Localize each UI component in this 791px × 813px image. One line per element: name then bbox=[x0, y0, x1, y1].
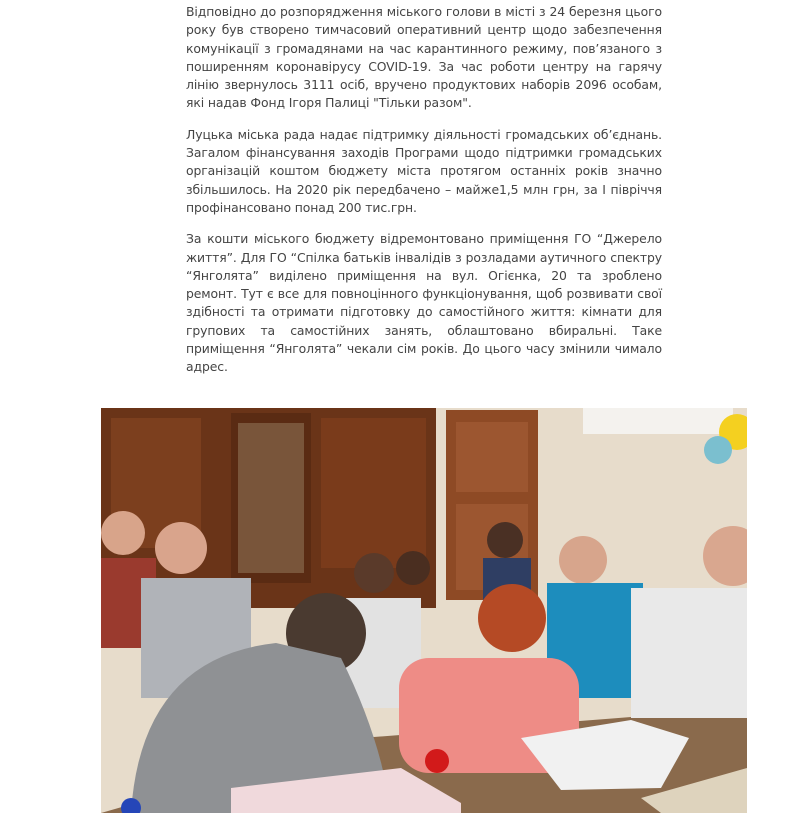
photo-balloon-blue bbox=[704, 436, 732, 464]
photo-red-yarn bbox=[425, 749, 449, 773]
photo-glass-cabinet bbox=[238, 423, 304, 573]
photo-window bbox=[583, 408, 733, 434]
photo-workshop-scene bbox=[101, 408, 747, 813]
paragraph-civic-support: Луцька міська рада надає підтримку діяльності громадських об’єднань. Загалом фінансування заходів Програми щодо підтримки громадських організацій коштом бюджету міста протягом останніх років значно збільшилось. На 2020 рік передбачено – майже1,5 млн грн, за І півріччя профінансовано понад 200 тис.грн. bbox=[186, 126, 662, 215]
paragraph-coordination-center: Відповідно до розпорядження міського голови в місті з 24 березня цього року був створено тимчасовий оперативний центр щодо забезпечення комунікації з громадянами на час карантинного режиму, пов’язаного з поширенням коронавірусу COVID-19. За час роботи центру на гарячу лінію звернулось 3111 осіб, вручено продуктових наборів 2096 особам, які надав Фонд Ігоря Палиці "Тільки разом". bbox=[186, 4, 662, 111]
article-photo bbox=[101, 408, 747, 813]
paragraph-renovated-premises: За кошти міського бюджету відремонтовано приміщення ГО “Джерело життя”. Для ГО “Спілка батьків інвалідів з розладами аутичного спектру “Янголята” виділено приміщення на вул. Огієнка, 20 та зроблено ремонт. Тут є все для повноцінного функціонування, щоб розвивати свої здібності та отримати підготовку до самостійного життя: кімнати для групових та самостійних занять, облаштовано вбиральні. Таке приміщення “Янголята” чекали сім років. До цього часу змінили чимало адрес. bbox=[186, 231, 662, 375]
photo-person-white-shirt bbox=[631, 588, 747, 718]
article-text bbox=[186, 3, 662, 390]
